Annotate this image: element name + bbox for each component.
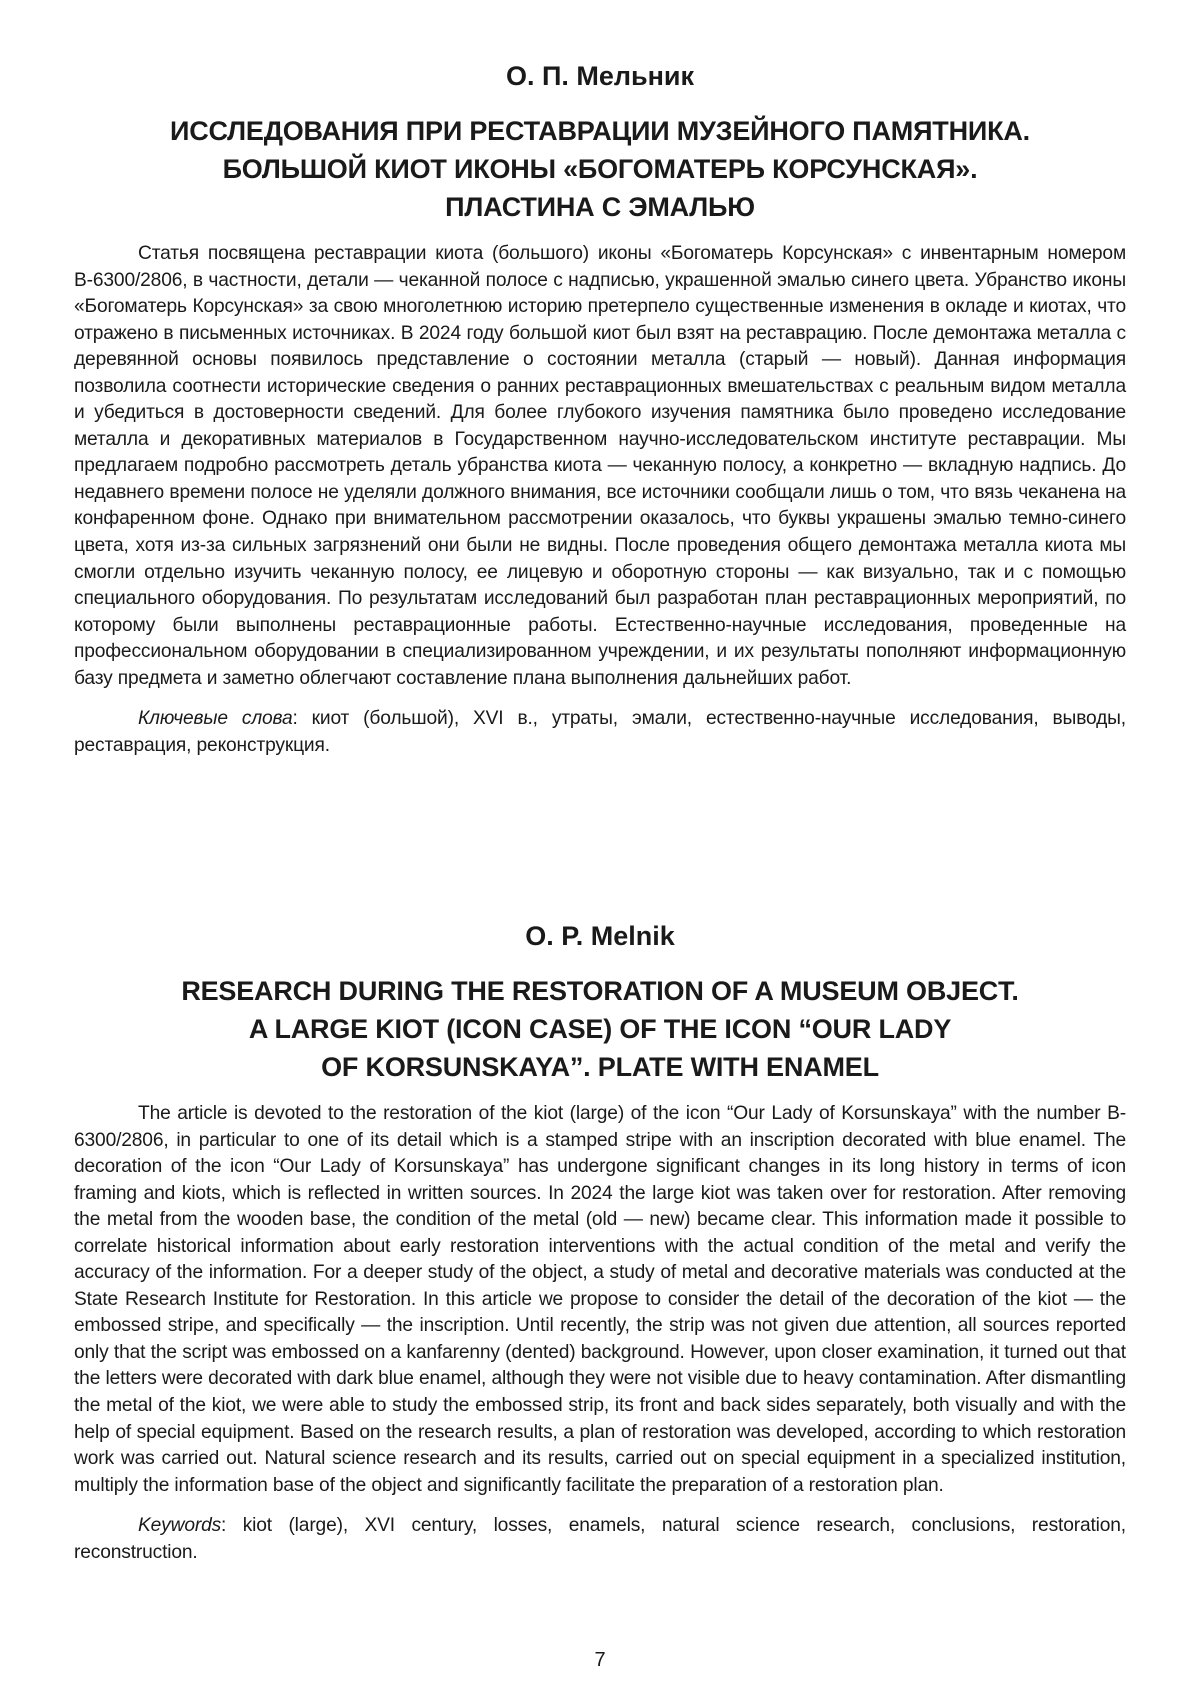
keywords-en-text: : kiot (large), XVI century, losses, enamels, natural science research, conclusions, restoration, reconstruction. bbox=[74, 1515, 1126, 1563]
author-ru: О. П. Мельник bbox=[505, 61, 695, 91]
title-en-line-1: RESEARCH DURING THE RESTORATION OF A MUSEUM OBJECT. bbox=[181, 976, 1019, 1006]
english-section bbox=[74, 920, 1126, 1566]
page-number: 7 bbox=[594, 1649, 606, 1671]
author-en: O. P. Melnik bbox=[525, 921, 675, 951]
keywords-ru-text: : киот (большой), XVI в., утраты, эмали, естественно-научные исследования, выводы, реставрация, реконструкция. bbox=[74, 708, 1126, 756]
keywords-ru bbox=[74, 706, 1126, 759]
russian-section bbox=[74, 60, 1126, 759]
keywords-en-label: Keywords bbox=[138, 1515, 222, 1537]
title-en-line-2: A LARGE KIOT (ICON CASE) OF THE ICON “OUR LADY bbox=[248, 1014, 952, 1044]
title-en-line-3: OF KORSUNSKAYA”. PLATE WITH ENAMEL bbox=[321, 1052, 879, 1082]
title-ru bbox=[74, 112, 1126, 226]
title-ru-line-1: ИССЛЕДОВАНИЯ ПРИ РЕСТАВРАЦИИ МУЗЕЙНОГО ПАМЯТНИКА. bbox=[170, 116, 1030, 146]
keywords-ru-label: Ключевые слова bbox=[138, 708, 293, 730]
title-ru-line-3: ПЛАСТИНА С ЭМАЛЬЮ bbox=[445, 192, 755, 222]
keywords-en bbox=[74, 1513, 1126, 1566]
abstract-en: The article is devoted to the restoration of the kiot (large) of the icon “Our Lady of Korsunskaya” with the number B-6300/2806, in particular to one of its detail which is a stamped stripe with an inscription decorated with blue enamel. The decoration of the icon “Our Lady of Korsunskaya” has undergone significant changes in its long history in terms of icon framing and kiots, which is reflected in written sources. In 2024 the large kiot was taken over for restoration. After removing the metal from the wooden base, the condition of the metal (old — new) became clear. This information made it possible to correlate historical information about early restoration interventions with the actual condition of the metal and verify the accuracy of the information. For a deeper study of the object, a study of metal and decorative materials was conducted at the State Research Institute for Restoration. In this article we propose to consider the detail of the decoration of the kiot — the embossed stripe, and specifically — the inscription. Until recently, the strip was not given due attention, all sources reported only that the script was embossed on a kanfarenny (dented) background. However, upon closer examination, it turned out that the letters were decorated with dark blue enamel, although they were not visible due to heavy contamination. After dismantling the metal of the kiot, we were able to study the embossed strip, its front and back sides separately, both visually and with the help of special equipment. Based on the research results, a plan of restoration was developed, according to which restoration work was carried out. Natural science research and its results, carried out on special equipment in a specialized institution, multiply the information base of the object and significantly facilitate the preparation of a restoration plan. bbox=[74, 1103, 1126, 1496]
title-ru-line-2: БОЛЬШОЙ КИОТ ИКОНЫ «БОГОМАТЕРЬ КОРСУНСКАЯ». bbox=[222, 154, 978, 184]
title-en bbox=[74, 972, 1126, 1086]
abstract-ru: Статья посвящена реставрации киота (большого) иконы «Богоматерь Корсунская» с инвентарным номером В-6300/2806, в частности, детали — чеканной полосе с надписью, украшенной эмалью синего цвета. Убранство иконы «Богоматерь Корсунская» за свою многолетнюю историю претерпело существенные изменения в окладе и киотах, что отражено в письменных источниках. В 2024 году большой киот был взят на реставрацию. После демонтажа металла с деревянной основы появилось представление о состоянии металла (старый — новый). Данная информация позволила соотнести исторические сведения о ранних реставрационных вмешательствах с реальным видом металла и убедиться в достоверности сведений. Для более глубокого изучения памятника было проведено исследование металла и декоративных материалов в Государственном научно-исследовательском институте реставрации. Мы предлагаем подробно рассмотреть деталь убранства киота — чеканную полосу, а конкретно — вкладную надпись. До недавнего времени полосе не уделяли должного внимания, все источники сообщали лишь о том, что вязь чеканена на конфаренном фоне. Однако при внимательном рассмотрении оказалось, что буквы украшены эмалью темно-синего цвета, хотя из-за сильных загрязнений они были не видны. После проведения общего демонтажа металла киота мы смогли отдельно изучить чеканную полосу, ее лицевую и оборотную стороны — как визуально, так и с помощью специального оборудования. По результатам исследований был разработан план реставрационных мероприятий, по которому были выполнены реставрационные работы. Естественно-научные исследования, проведенные на профессиональном оборудовании в специализированном учреждении, и их результаты пополняют информационную базу предмета и заметно облегчают составление плана выполнения дальнейших работ. bbox=[74, 243, 1126, 689]
